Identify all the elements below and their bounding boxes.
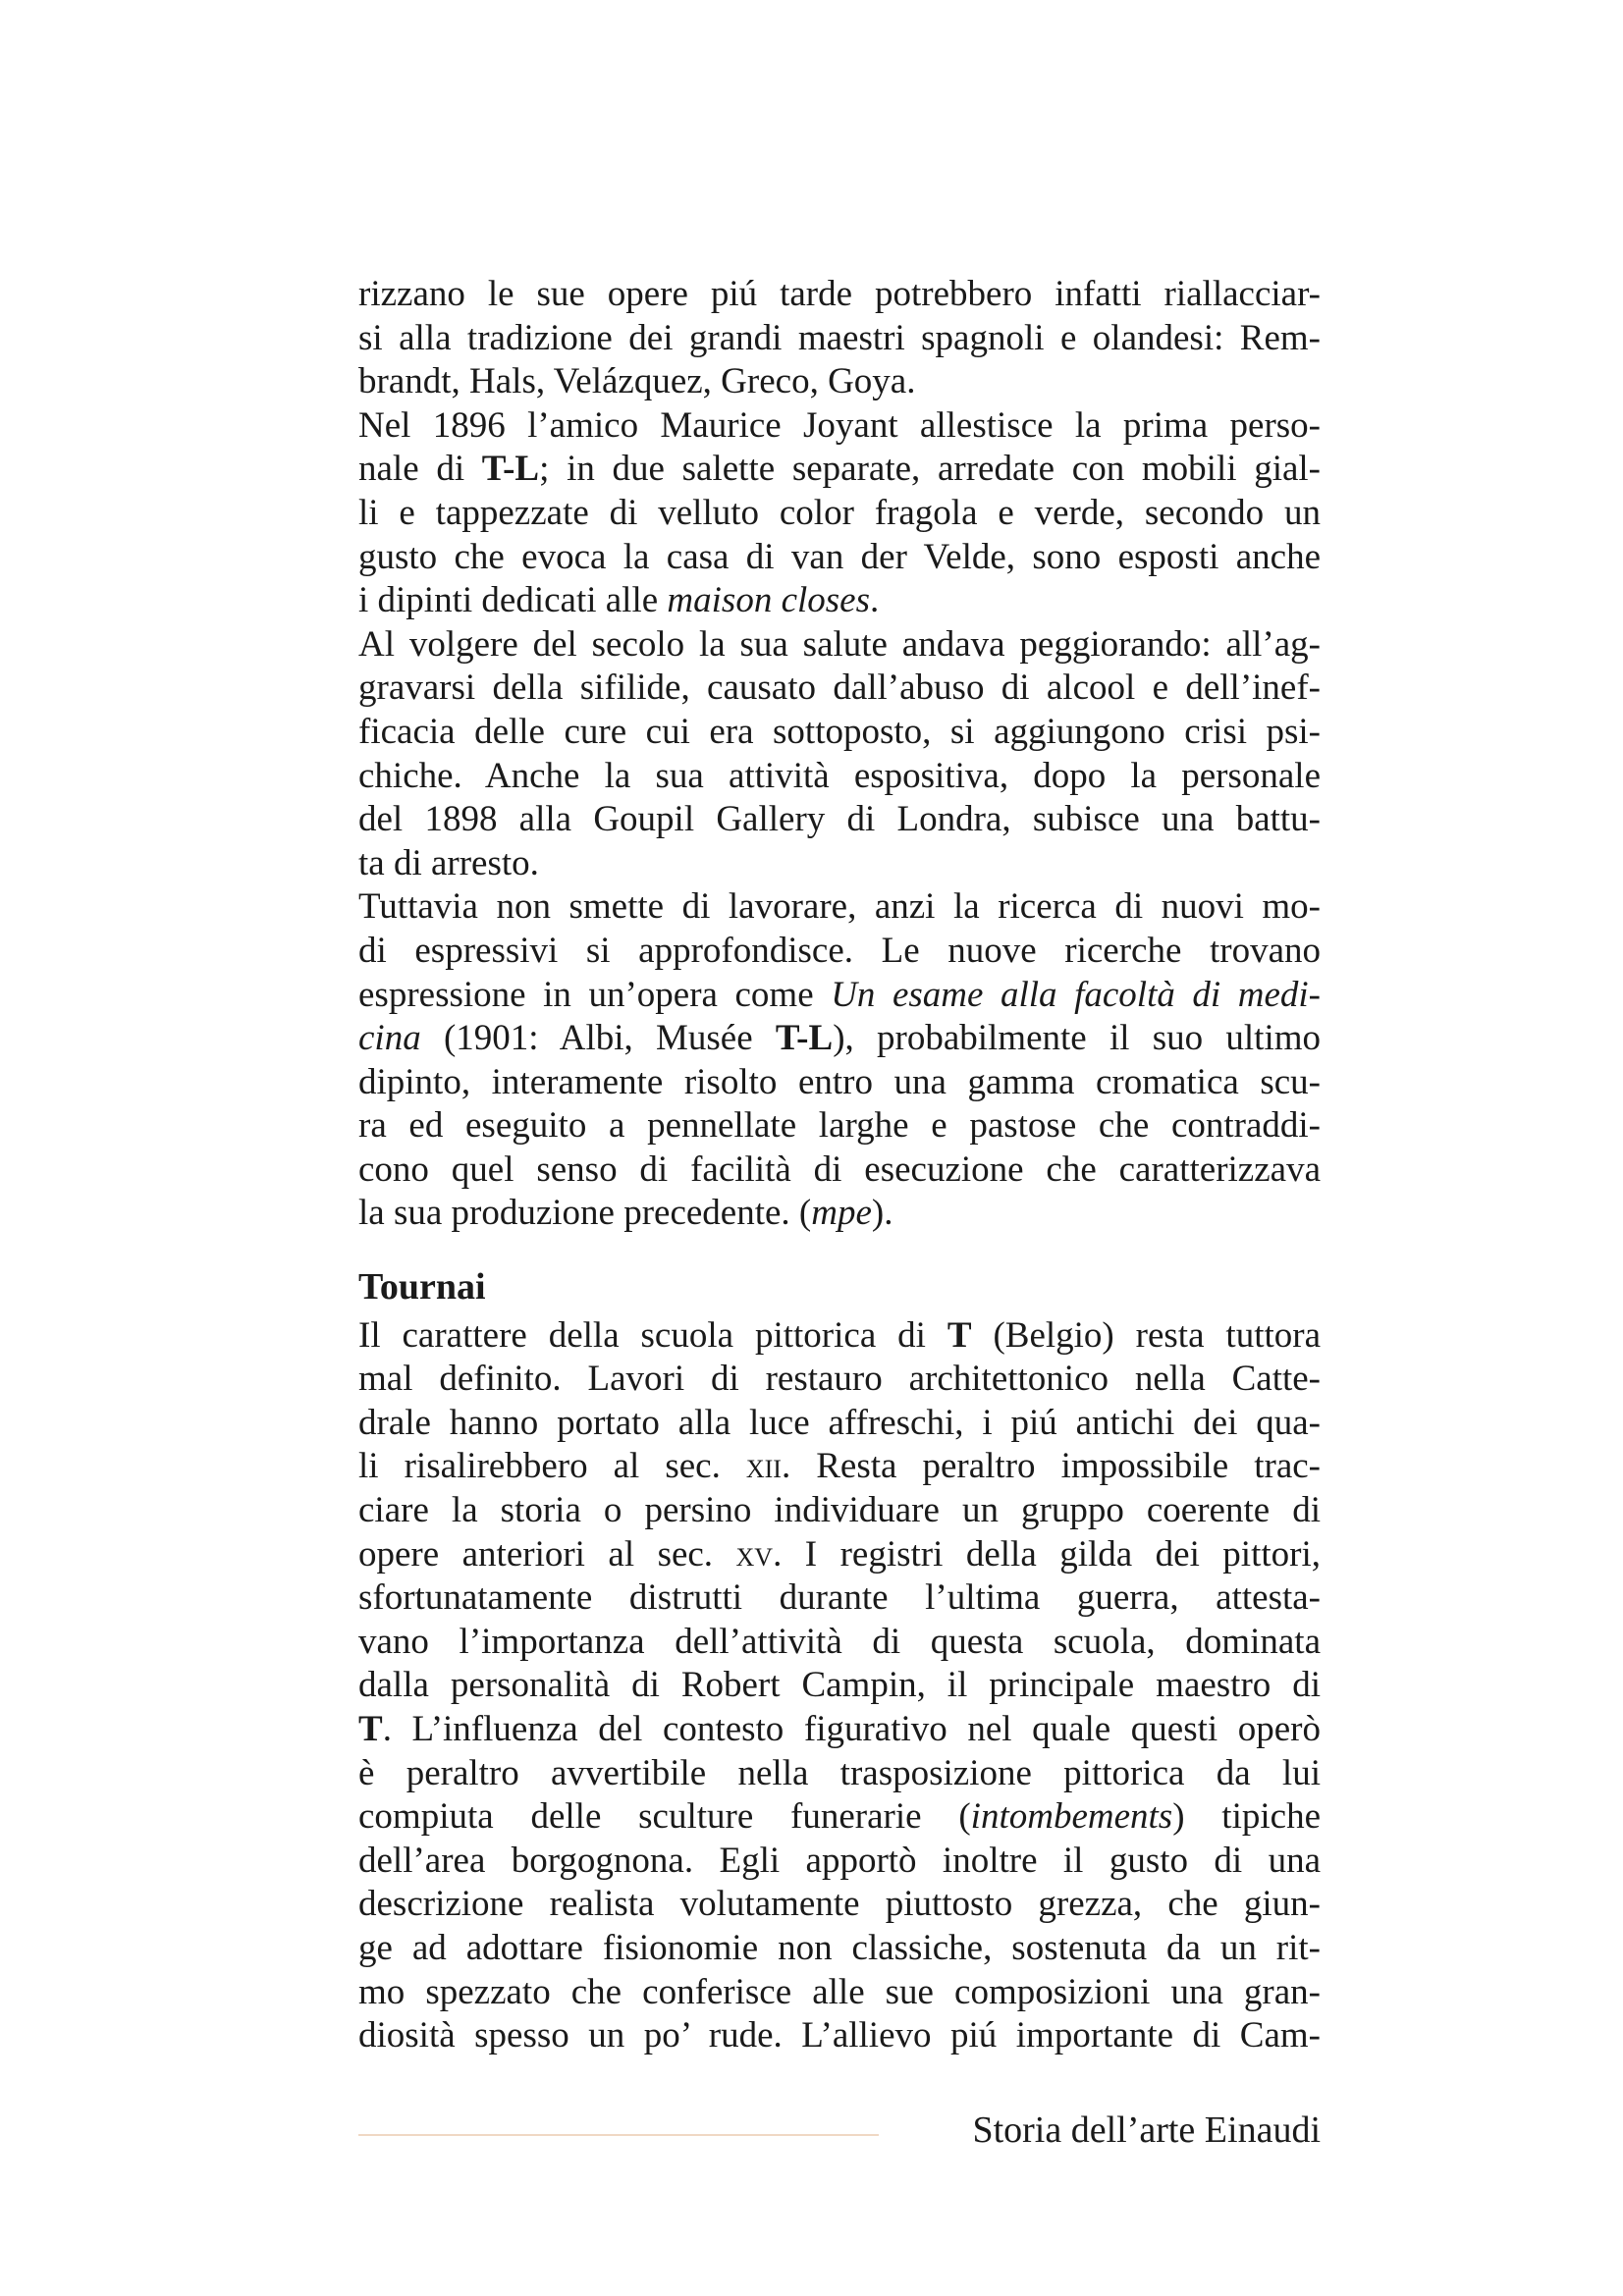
text-line xyxy=(358,930,1321,974)
text-line xyxy=(358,1795,1321,1840)
text-run: i dipinti dedicati alle xyxy=(358,580,668,621)
text-run: dipinto, interamente risolto entro una gamma cromatica scu- xyxy=(358,1061,1321,1102)
text-run: dalla personalità di Robert Campin, il principale maestro di xyxy=(358,1665,1321,1706)
text-run: drale hanno portato alla luce affreschi, i piú antichi dei qua- xyxy=(358,1402,1321,1443)
text-line xyxy=(358,1017,1321,1061)
italic-text: maison closes xyxy=(667,580,870,621)
paragraph xyxy=(358,885,1321,1236)
text-line xyxy=(358,1104,1321,1148)
text-line xyxy=(358,1708,1321,1752)
text-line xyxy=(358,1840,1321,1884)
text-run: ciare la storia o persino individuare un gruppo coerente di xyxy=(358,1490,1321,1531)
text-run: ta di arresto. xyxy=(358,842,539,883)
text-run: . Resta peraltro impossibile trac- xyxy=(781,1446,1321,1487)
text-line xyxy=(358,1971,1321,2015)
text-run: del 1898 alla Goupil Gallery di Londra, subisce una battu- xyxy=(358,799,1321,840)
text-line xyxy=(358,1061,1321,1105)
text-run: è peraltro avvertibile nella trasposizione pittorica da lui xyxy=(358,1752,1321,1793)
text-run: Nel 1896 l’amico Maurice Joyant allestisce la prima perso- xyxy=(358,404,1321,446)
text-line xyxy=(358,1621,1321,1665)
text-run: di espressivi si approfondisce. Le nuove ricerche trovano xyxy=(358,930,1321,971)
section-heading: Tournai xyxy=(358,1266,486,1308)
text-line xyxy=(358,360,1321,404)
text-run: opere anteriori al sec. xyxy=(358,1533,736,1575)
text-run: ge ad adottare fisionomie non classiche, sostenuta da un rit- xyxy=(358,1927,1321,1968)
text-run: mal definito. Lavori di restauro architettonico nella Catte- xyxy=(358,1359,1321,1400)
italic-text: Un esame alla facoltà di medi- xyxy=(831,974,1321,1015)
text-line xyxy=(358,579,1321,623)
text-run: compiuta delle sculture funerarie ( xyxy=(358,1796,971,1838)
paragraph xyxy=(358,404,1321,623)
text-run: gravarsi della sifilide, causato dall’abuso di alcool e dell’inef- xyxy=(358,667,1321,709)
abbreviation: T xyxy=(947,1314,972,1356)
text-line xyxy=(358,798,1321,842)
text-line xyxy=(358,623,1321,667)
text-run: espressione in un’opera come xyxy=(358,974,832,1015)
abbreviation: T xyxy=(358,1709,383,1749)
text-run: (1901: Albi, Musée xyxy=(420,1018,776,1059)
paragraph xyxy=(358,273,1321,404)
text-line xyxy=(358,1148,1321,1193)
text-line xyxy=(358,1358,1321,1402)
text-run: gusto che evoca la casa di van der Velde, sono esposti anche xyxy=(358,536,1321,577)
text-line xyxy=(358,1533,1321,1577)
text-run: ), probabilmente il suo ultimo xyxy=(833,1018,1321,1059)
text-line xyxy=(358,1445,1321,1489)
century-numeral: xv xyxy=(735,1533,774,1575)
text-run: . L’influenza del contesto figurativo nel quale questi operò xyxy=(382,1709,1321,1749)
text-run: (Belgio) resta tuttora xyxy=(971,1314,1321,1356)
text-run: vano l’importanza dell’attività di questa scuola, dominata xyxy=(358,1621,1321,1662)
text-line xyxy=(358,667,1321,711)
century-numeral: xii xyxy=(745,1446,782,1487)
text-run: Al volgere del secolo la sua salute andava peggiorando: all’ag- xyxy=(358,623,1321,665)
text-line xyxy=(358,1664,1321,1708)
italic-text: cina xyxy=(358,1018,421,1059)
section-paragraph xyxy=(358,1314,1321,2058)
text-line xyxy=(358,1192,1321,1236)
abbreviation: T-L xyxy=(775,1018,834,1059)
text-line xyxy=(358,1752,1321,1796)
text-run: la sua produzione precedente. ( xyxy=(358,1193,812,1234)
footer-title: Storia dell’arte Einaudi xyxy=(972,2109,1321,2151)
text-run: rizzano le sue opere piú tarde potrebbero infatti riallacciar- xyxy=(358,274,1321,314)
text-line xyxy=(358,974,1321,1018)
paragraph xyxy=(358,623,1321,886)
text-run: si alla tradizione dei grandi maestri spagnoli e olandesi: Rem- xyxy=(358,317,1321,358)
text-line xyxy=(358,885,1321,930)
text-run: diosità spesso un po’ rude. L’allievo piú importante di Cam- xyxy=(358,2015,1321,2056)
text-run: sfortunatamente distrutti durante l’ultima guerra, attesta- xyxy=(358,1577,1321,1619)
text-run: ) tipiche xyxy=(1172,1796,1321,1838)
text-line xyxy=(358,2014,1321,2058)
text-run: nale di xyxy=(358,449,482,490)
text-run: dell’area borgognona. Egli apportò inoltre il gusto di una xyxy=(358,1840,1321,1881)
text-line xyxy=(358,492,1321,536)
text-run: li risalirebbero al sec. xyxy=(358,1446,746,1487)
text-run: descrizione realista volutamente piuttosto grezza, che giun- xyxy=(358,1884,1321,1925)
text-run: ficacia delle cure cui era sottoposto, si aggiungono crisi psi- xyxy=(358,711,1321,752)
text-line xyxy=(358,536,1321,580)
text-run: ra ed eseguito a pennellate larghe e pastose che contraddi- xyxy=(358,1105,1321,1147)
text-line xyxy=(358,1576,1321,1621)
text-line xyxy=(358,404,1321,449)
text-line xyxy=(358,842,1321,886)
text-run: brandt, Hals, Velázquez, Greco, Goya. xyxy=(358,361,916,402)
text-run: . I registri della gilda dei pittori, xyxy=(773,1533,1321,1575)
text-line xyxy=(358,317,1321,361)
text-line xyxy=(358,1927,1321,1971)
italic-text: intombements xyxy=(970,1796,1173,1838)
text-line xyxy=(358,1314,1321,1359)
main-text xyxy=(358,273,1321,2058)
text-line xyxy=(358,1402,1321,1446)
text-run: chiche. Anche la sua attività espositiva, dopo la personale xyxy=(358,755,1321,796)
text-run: mo spezzato che conferisce alle sue composizioni una gran- xyxy=(358,1971,1321,2012)
text-run: li e tappezzate di velluto color fragola e verde, secondo un xyxy=(358,492,1321,533)
text-run: cono quel senso di facilità di esecuzione che caratterizzava xyxy=(358,1148,1321,1190)
abbreviation: T-L xyxy=(481,449,540,490)
text-line xyxy=(358,273,1321,317)
italic-text: mpe xyxy=(811,1193,872,1234)
text-line xyxy=(358,711,1321,755)
text-run: Il carattere della scuola pittorica di xyxy=(358,1314,947,1356)
text-run: ). xyxy=(871,1193,893,1234)
footer-rule xyxy=(358,2134,879,2136)
text-line xyxy=(358,1489,1321,1533)
text-line xyxy=(358,1883,1321,1927)
text-run: . xyxy=(870,580,880,621)
text-run: Tuttavia non smette di lavorare, anzi la ricerca di nuovi mo- xyxy=(358,886,1321,928)
text-line xyxy=(358,755,1321,799)
text-line xyxy=(358,448,1321,492)
text-run: ; in due salette separate, arredate con mobili gial- xyxy=(539,449,1322,490)
